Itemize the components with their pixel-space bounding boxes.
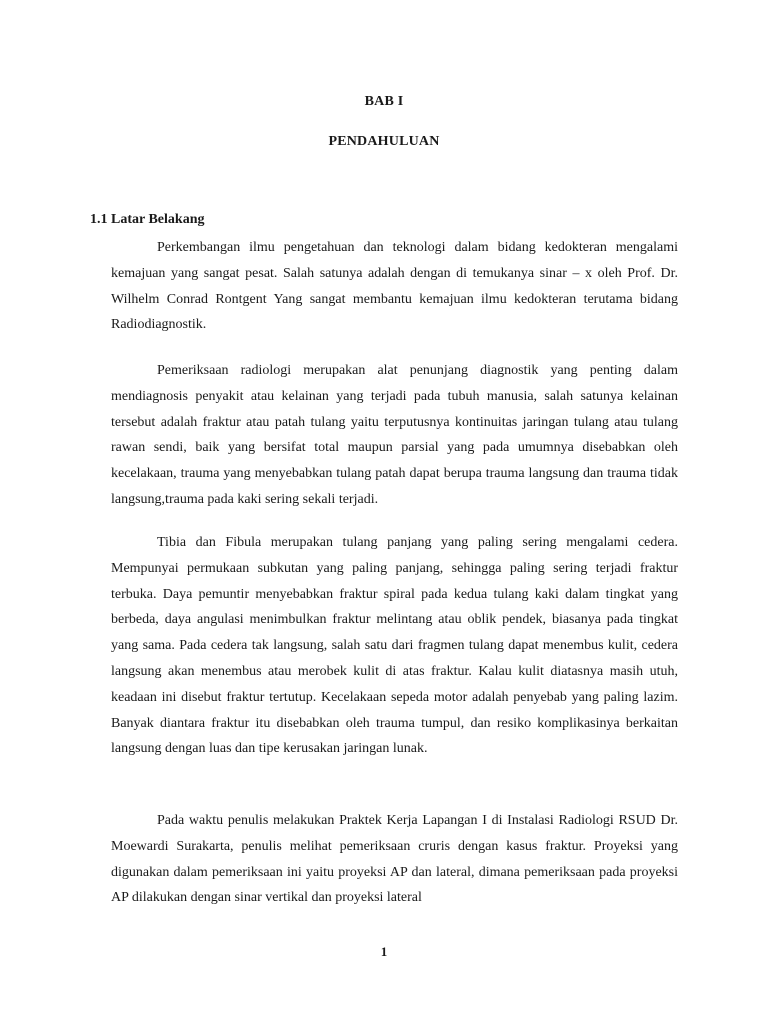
paragraph-1 [111,235,678,338]
paragraph-2 [111,358,678,513]
section-heading: 1.1 Latar Belakang [90,212,205,227]
paragraph-3 [111,530,678,762]
chapter-number: BAB I [364,94,404,109]
paragraph-2-text: Pemeriksaan radiologi merupakan alat penunjang diagnostik yang penting dalam mendiagnosis penyakit atau kelainan yang terjadi pada tubuh manusia, salah satunya kelainan tersebut adalah fraktur atau patah tulang yaitu terputusnya kontinuitas jaringan tulang atau tulang rawan sendi, baik yang bersifat total maupun parsial yang pada umumnya disebabkan oleh kecelakaan, trauma yang menyebabkan tulang patah dapat berupa trauma langsung dan trauma tidak langsung,trauma pada kaki sering sekali terjadi. [111,363,678,507]
paragraph-3-text: Tibia dan Fibula merupakan tulang panjang yang paling sering mengalami cedera. Mempunyai permukaan subkutan yang paling panjang, sehingga paling sering terjadi fraktur terbuka. Daya pemuntir menyebabkan fraktur spiral pada kedua tulang kaki dalam tingkat yang berbeda, daya angulasi menimbulkan fraktur melintang atau oblik pendek, biasanya pada tingkat yang sama. Pada cedera tak langsung, salah satu dari fragmen tulang dapat menembus kulit, cedera langsung akan menembus atau merobek kulit di atas fraktur. Kalau kulit diatasnya masih utuh, keadaan ini disebut fraktur tertutup. Kecelakaan sepeda motor adalah penyebab yang paling lazim. Banyak diantara fraktur itu disebabkan oleh trauma tumpul, dan resiko komplikasinya berkaitan langsung dengan luas dan tipe kerusakan jaringan lunak. [111,535,678,757]
paragraph-4 [111,808,678,911]
paragraph-4-text: Pada waktu penulis melakukan Praktek Kerja Lapangan I di Instalasi Radiologi RSUD Dr. Moewardi Surakarta, penulis melihat pemeriksaan cruris dengan kasus fraktur. Proyeksi yang digunakan dalam pemeriksaan ini yaitu proyeksi AP dan lateral, dimana pemeriksaan pada proyeksi AP dilakukan dengan sinar vertikal dan proyeksi lateral [111,813,678,906]
page-number: 1 [380,944,388,959]
chapter-title: PENDAHULUAN [328,134,440,149]
paragraph-1-text: Perkembangan ilmu pengetahuan dan teknologi dalam bidang kedokteran mengalami kemajuan yang sangat pesat. Salah satunya adalah dengan di temukanya sinar – x oleh Prof. Dr. Wilhelm Conrad Rontgent Yang sangat membantu kemajuan ilmu kedokteran terutama bidang Radiodiagnostik. [111,240,678,333]
